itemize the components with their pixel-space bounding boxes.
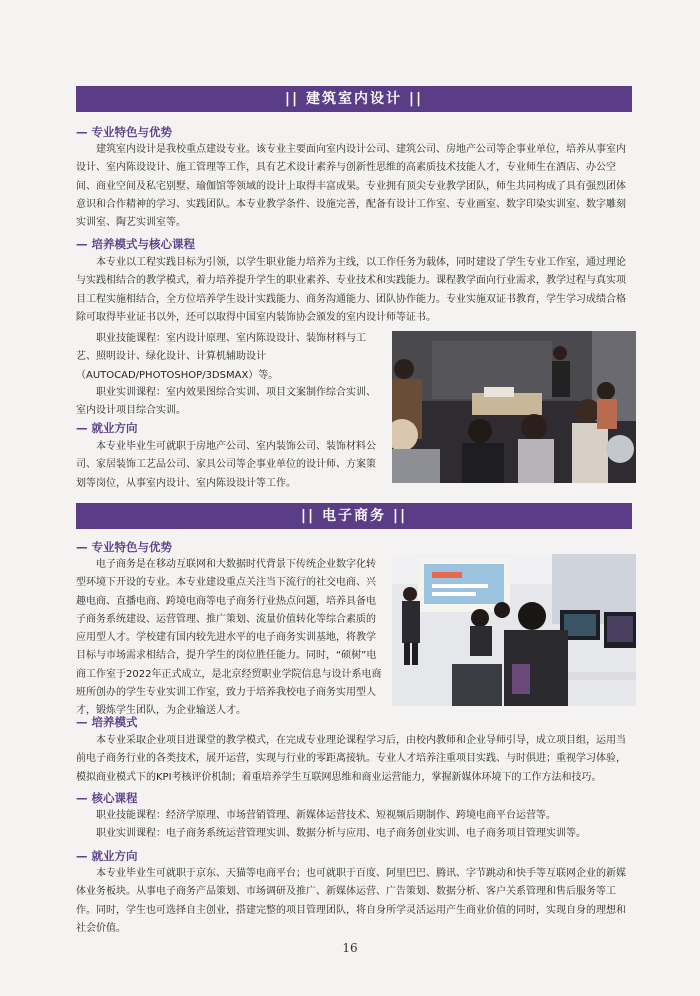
paragraph: 职业技能课程：经济学原理、市场营销管理、新媒体运营技术、短视频后期制作、跨境电商平台运营等。 [96, 810, 556, 821]
paragraph: 电子商务是在移动互联网和大数据时代背景下传统企业数字化转型环境下开设的专业。本专业建设重点关注当下流行的社交电商、兴趣电商、直播电商、跨境电商等电子商务行业热点问题，培养具备电子商务系统建设、运营管理、推广策划、流量价值转化等综合素质的应用型人才。学校建有国内较先进水平的电子商务实训基地，将教学目标与市场需求相结合，提升学生的岗位胜任能力。同时，“硕树”电商工作室于2022年正式成立，是北京经贸职业学院信息与设计系电商班所创办的学生专业实训工作室，致力于培养我校电子商务实用型人才，锻炼学生团队，为企业输送人才。 [76, 559, 382, 717]
paragraph: 本专业以工程实践目标为引领，以学生职业能力培养为主线，以工作任务为载体，同时建设了学生专业工作室，通过理论与实践相结合的教学模式，着力培养提升学生的职业素养、专业技术和实践能力。课程教学面向行业需求，教学过程与真实项目工程实施相结合，全方位培养学生设计实践能力、商务沟通能力、团队协作能力。专业实施双证书教育，学生学习成绩合格除可取得毕业证书以外，还可以取得中国室内装饰协会颁发的室内设计师等证书。 [76, 257, 626, 323]
section-heading: — 专业特色与优势 [76, 540, 173, 554]
section-banner-e-commerce: || 电子商务 || [76, 503, 632, 529]
paragraph: 本专业采取企业项目进课堂的教学模式，在完成专业理论课程学习后，由校内教师和企业导师引导，成立项目组，运用当前电子商务行业的各类技术，展开运营，实现与行业的零距离接轨。专业人才培养注重项目实践、与时俱进；重视学习体验，模拟商业模式下的KPI考核评价机制；着重培养学生互联网思维和商业运营能力，掌握新媒体环境下的工作方法和技巧。 [76, 735, 626, 783]
section-heading: — 就业方向 [76, 849, 138, 863]
section-heading: — 专业特色与优势 [76, 125, 173, 139]
paragraph: 职业实训课程：室内效果图综合实训、项目文案制作综合实训、室内设计项目综合实训。 [76, 387, 376, 417]
section-heading: — 核心课程 [76, 791, 138, 805]
section-heading: — 培养模式 [76, 715, 138, 729]
photo-e-commerce-lab-illustration [392, 554, 636, 706]
paragraph: 本专业毕业生可就职于京东、天猫等电商平台；也可就职于百度、阿里巴巴、腾讯、字节跳动和快手等互联网企业的新媒体业务板块。从事电子商务产品策划、市场调研及推广、新媒体运营、广告策划、数据分析、客户关系管理和售后服务等工作。同时，学生也可选择自主创业，搭建完整的项目管理团队，将自身所学灵活运用产生商业价值的同时，实现自身的理想和社会价值。 [76, 868, 626, 934]
paragraph: 职业实训课程：电子商务系统运营管理实训、数据分析与应用、电子商务创业实训、电子商务项目管理实训等。 [96, 828, 586, 839]
photo-interior-design-class-illustration [392, 331, 636, 483]
paragraph: 建筑室内设计是我校重点建设专业。该专业主要面向室内设计公司、建筑公司、房地产公司等企事业单位，培养从事室内设计、室内陈设设计、施工管理等工作，具有艺术设计素养与创新性思维的高素质技术技能人才，专业师生在酒店、办公空间、商业空间及私宅别墅、瑜伽馆等领域的设计上取得丰富成果。专业拥有顶尖专业教学团队，师生共同构成了具有强烈团体意识和合作精神的学习、实践团队。本专业教学条件、设施完善，配备有设计工作室、专业画室、数字印染实训室、数字雕刻实训室、陶艺实训室等。 [76, 144, 626, 229]
section-banner-interior-design: || 建筑室内设计 || [76, 86, 632, 112]
section-heading: — 培养模式与核心课程 [76, 237, 196, 251]
page-number: 16 [342, 941, 358, 955]
photo-e-commerce-lab [392, 554, 636, 706]
photo-interior-design-class [392, 331, 636, 483]
section-heading: — 就业方向 [76, 421, 138, 435]
paragraph: 本专业毕业生可就职于房地产公司、室内装饰公司、装饰材料公司、家居装饰工艺品公司、家具公司等企事业单位的设计师、方案策划等岗位，从事室内设计、室内陈设设计等工作。 [76, 441, 376, 489]
paragraph: 职业技能课程：室内设计原理、室内陈设设计、装饰材料与工艺、照明设计、绿化设计、计算机辅助设计（AUTOCAD/PHOTOSHOP/3DSMAX）等。 [76, 333, 366, 381]
